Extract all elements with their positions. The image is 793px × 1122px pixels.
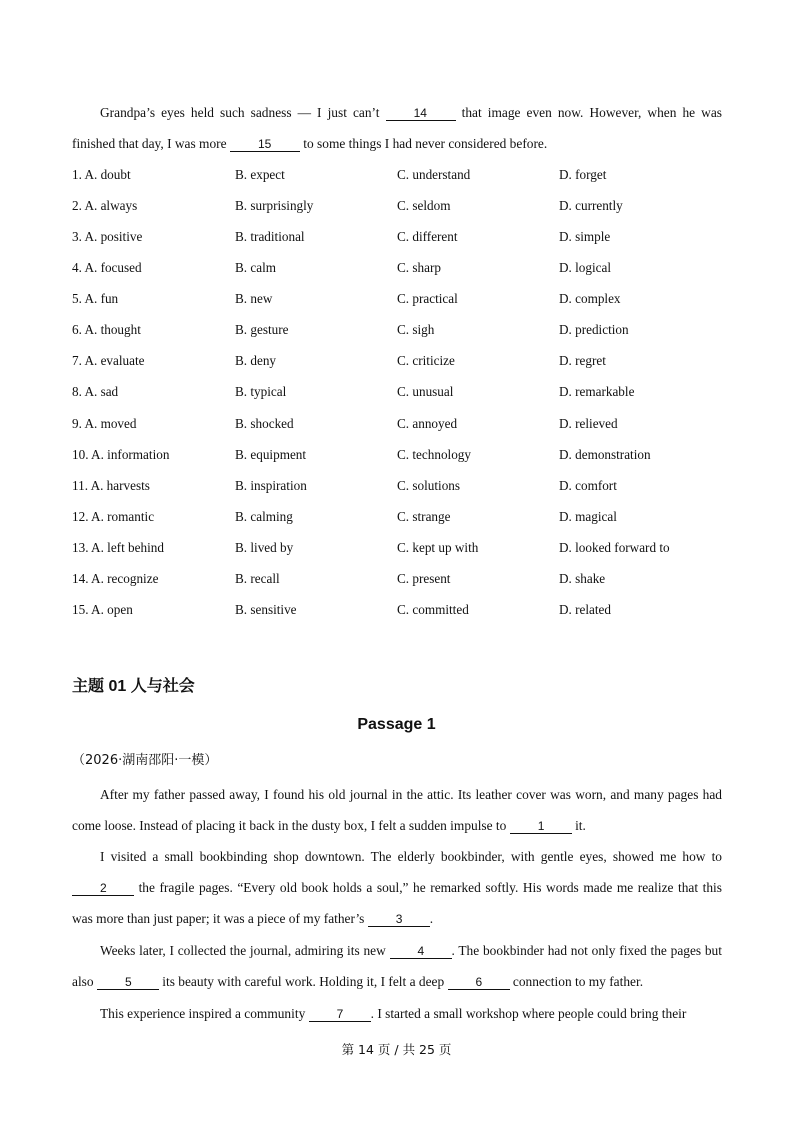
page-footer: 第 14 页 / 共 25 页 [341,1042,452,1057]
blank-7: 7 [309,1007,371,1022]
paragraph-text: Grandpa’s eyes held such sadness — I just can’t [100,105,380,120]
paragraph-text: the fragile pages. “Every old book holds a soul,” he remarked softly. His words made me realize that this was more than just paper; it was a piece of my father’s [72,880,722,926]
option-a: 3. A. positive [72,229,143,245]
option-c: C. criticize [397,353,455,369]
option-row [72,345,722,376]
option-c: C. seldom [397,198,451,214]
option-b: B. equipment [235,446,307,462]
option-c: C. present [397,570,451,586]
option-b: B. expect [235,167,285,182]
option-d: D. forget [559,167,607,182]
blank-5: 5 [97,975,159,990]
option-a: 12. A. romantic [72,508,155,524]
option-d: D. shake [559,570,606,586]
blank-3: 3 [368,912,430,927]
option-b: B. traditional [235,229,305,245]
option-row [72,221,722,252]
paragraph-text: connection to my father. [512,974,644,989]
paragraph-text: . [429,911,434,926]
blank-14: 14 [386,106,456,121]
blank-15: 15 [230,137,300,152]
option-a: 8. A. sad [72,384,119,400]
option-b: B. typical [235,384,287,400]
paragraph-text: . I started a small workshop where people could bring their [370,1006,687,1021]
option-b: B. surprisingly [235,198,314,214]
option-d: D. remarkable [559,384,635,400]
blank-2: 2 [72,881,134,896]
paragraph-text: to some things I had never considered before. [303,136,548,151]
option-c: C. kept up with [397,539,479,555]
option-c: C. sigh [397,322,435,338]
passage-paragraph-3 [72,935,722,997]
option-d: D. currently [559,198,623,214]
option-c: C. understand [397,167,471,182]
option-a: 7. A. evaluate [72,353,145,369]
option-d: D. prediction [559,322,629,338]
passage-paragraph-4 [72,998,722,1029]
option-d: D. complex [559,291,621,307]
option-row [72,594,722,625]
paragraph-text: After my father passed away, I found his old journal in the attic. Its leather cover was worn, and many pages had come loose. Instead of placing it back in the dusty box, I felt a sudden impulse to [72,787,722,833]
option-a: 13. A. left behind [72,539,164,555]
option-d: D. logical [559,260,612,276]
answer-options-list [72,159,722,625]
paragraph-text: Weeks later, I collected the journal, admiring its new [100,943,386,958]
option-row [72,376,722,407]
option-row [72,283,722,314]
option-row [72,190,722,221]
option-d: D. comfort [559,477,617,493]
option-a: 1. A. doubt [72,167,131,182]
option-d: D. relieved [559,415,618,431]
option-a: 10. A. information [72,446,170,462]
option-b: B. recall [235,570,280,586]
option-a: 15. A. open [72,601,133,617]
option-d: D. related [559,601,611,617]
blank-6: 6 [448,975,510,990]
option-row [72,501,722,532]
option-b: B. lived by [235,539,294,555]
option-a: 11. A. harvests [72,477,150,493]
paragraph-text: This experience inspired a community [100,1006,306,1021]
option-b: B. gesture [235,322,289,338]
option-d: D. looked forward to [559,539,670,555]
option-c: C. unusual [397,384,454,400]
option-a: 5. A. fun [72,291,119,307]
option-row [72,470,722,501]
option-c: C. different [397,229,458,245]
option-a: 9. A. moved [72,415,137,431]
option-a: 6. A. thought [72,322,141,338]
option-b: B. calm [235,260,277,276]
option-a: 4. A. focused [72,260,142,276]
option-d: D. magical [559,508,617,524]
section-title: 主题 01 人与社会 [72,678,195,695]
passage-paragraph-2 [72,841,722,934]
option-d: D. simple [559,229,611,245]
option-row [72,252,722,283]
option-c: C. sharp [397,260,441,276]
option-row [72,532,722,563]
option-row [72,408,722,439]
option-row [72,314,722,345]
option-row [72,563,722,594]
blank-1: 1 [510,819,572,834]
option-row [72,159,722,190]
paragraph-text: its beauty with careful work. Holding it, I felt a deep [162,974,445,989]
paragraph-text: that image even now. However, when he was finished that day, I was more [72,105,722,151]
option-b: B. inspiration [235,477,307,493]
passage-source: （2026·湖南邵阳·一模） [72,753,218,768]
passage-paragraph-1 [72,779,722,841]
option-c: C. practical [397,291,458,307]
option-c: C. solutions [397,477,461,493]
option-c: C. strange [397,508,451,524]
option-d: D. regret [559,353,606,369]
option-row [72,439,722,470]
blank-4: 4 [390,944,452,959]
passage-title: Passage 1 [357,716,436,733]
option-d: D. demonstration [559,446,651,462]
option-c: C. technology [397,446,471,462]
option-b: B. deny [235,353,277,369]
option-b: B. sensitive [235,601,297,617]
paragraph-text: it. [575,818,586,833]
passage-paragraph-top [72,97,722,159]
paragraph-text: . The bookbinder had not only fixed the pages but also [72,943,722,989]
option-b: B. new [235,291,273,307]
option-a: 2. A. always [72,198,138,214]
option-b: B. calming [235,508,293,524]
option-a: 14. A. recognize [72,570,159,586]
option-c: C. annoyed [397,415,458,431]
paragraph-text: I visited a small bookbinding shop downtown. The elderly bookbinder, with gentle eyes, showed me how to [100,849,722,864]
option-b: B. shocked [235,415,294,431]
option-c: C. committed [397,601,469,617]
